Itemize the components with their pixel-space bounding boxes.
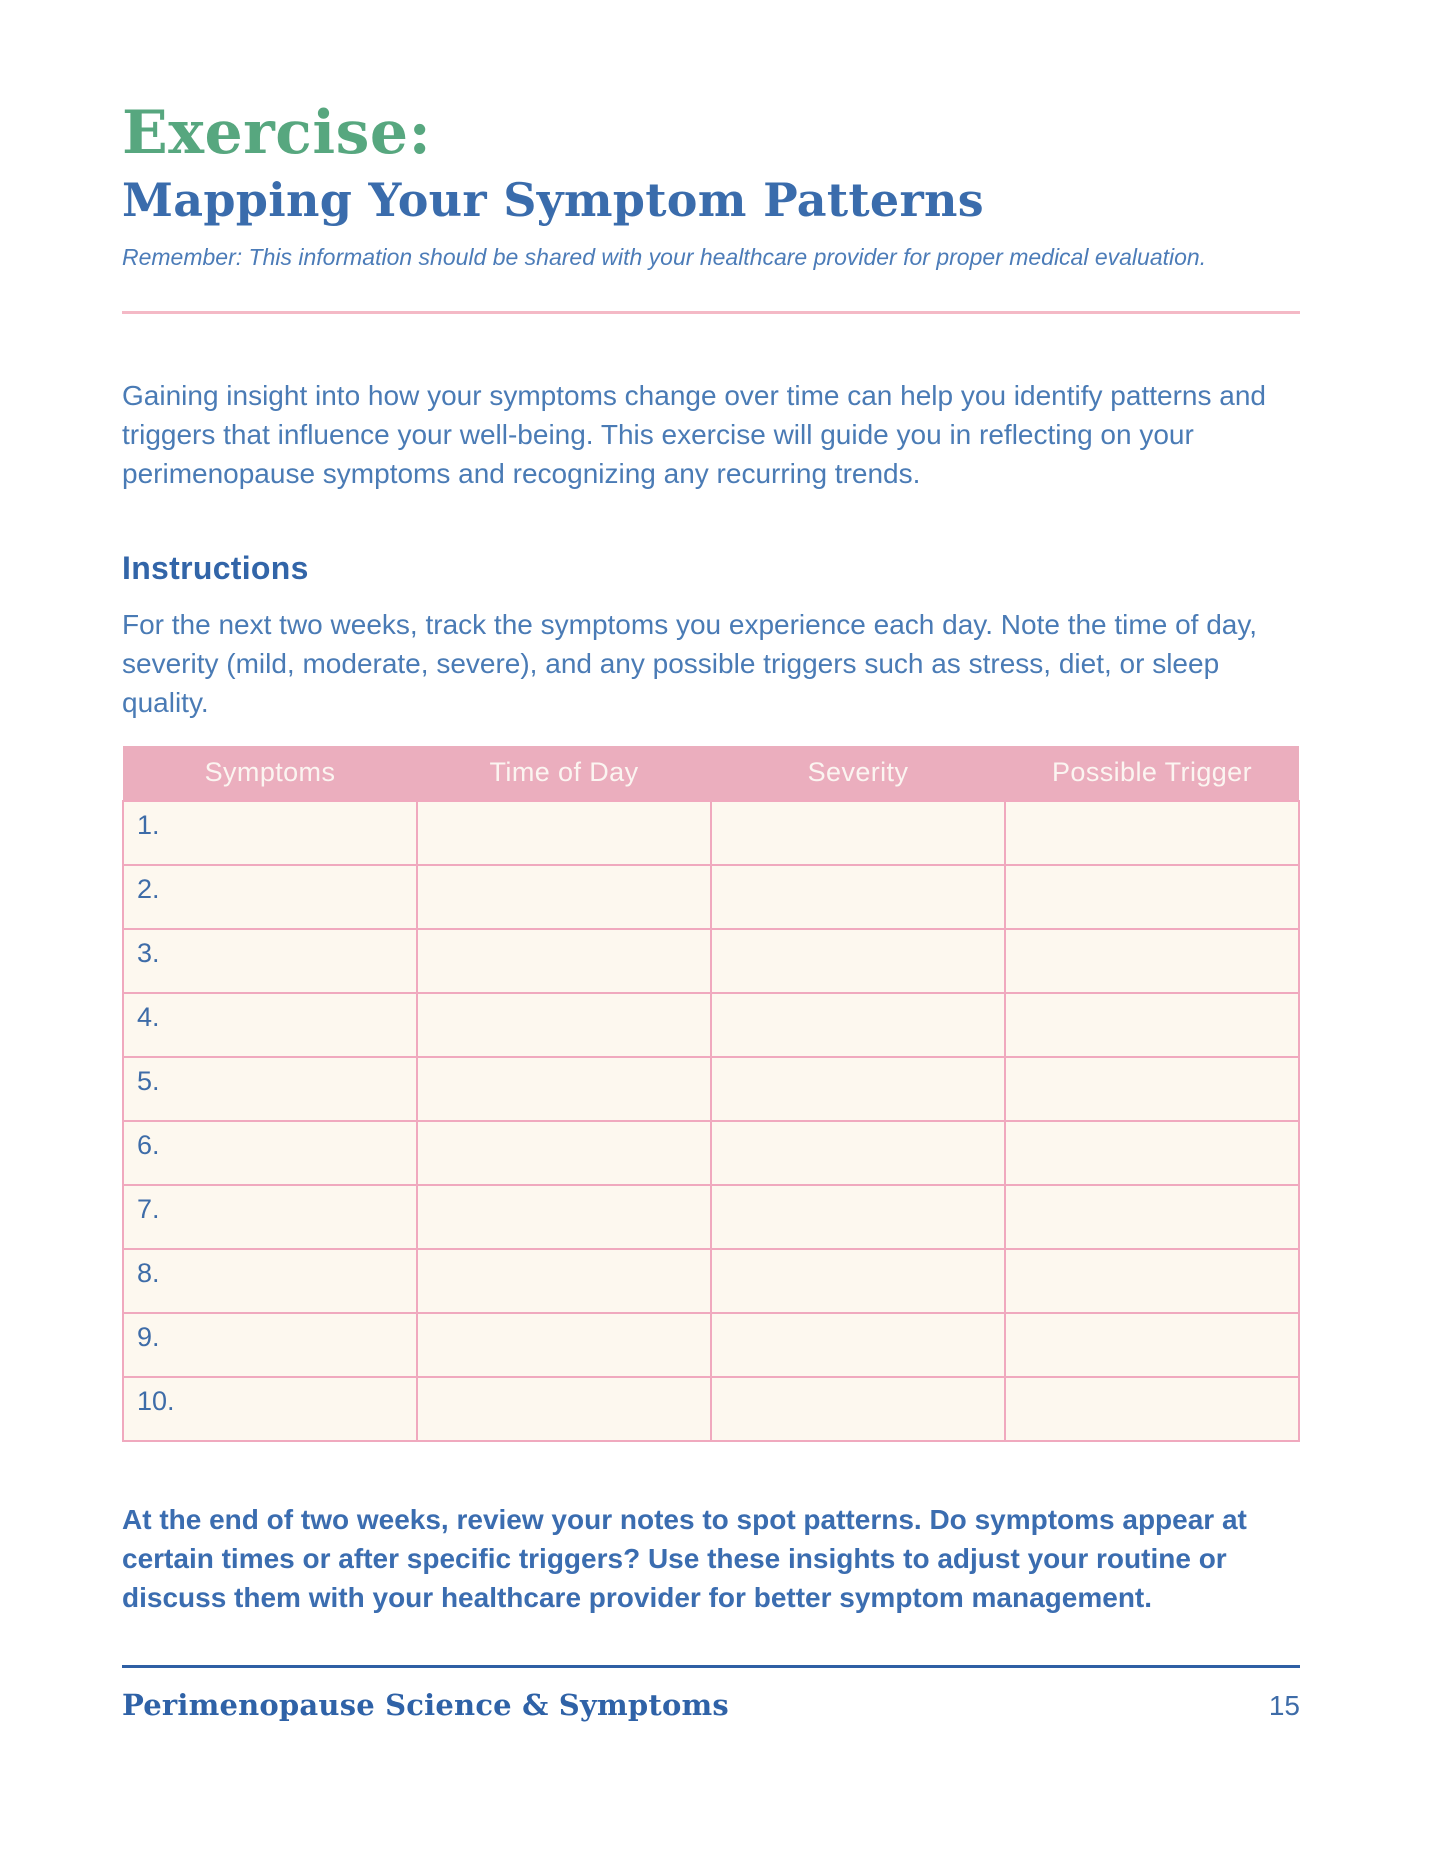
table-row <box>123 1249 1299 1313</box>
symptoms-cell: 1. <box>123 801 417 865</box>
table-row <box>123 1185 1299 1249</box>
symptoms-cell: 4. <box>123 993 417 1057</box>
time-of-day-cell <box>417 1121 711 1185</box>
time-of-day-cell <box>417 1185 711 1249</box>
possible-trigger-cell <box>1005 929 1299 993</box>
page-number: 15 <box>1268 1689 1300 1721</box>
column-header-severity: Severity <box>711 746 1005 801</box>
possible-trigger-cell <box>1005 801 1299 865</box>
symptoms-cell: 9. <box>123 1313 417 1377</box>
symptoms-cell: 3. <box>123 929 417 993</box>
time-of-day-cell <box>417 801 711 865</box>
closing-paragraph: At the end of two weeks, review your notes to spot patterns. Do symptoms appear at certain times or after specific triggers? Use these insights to adjust your routine or discuss them with your healthcare provider for better symptom management. <box>122 1503 1247 1613</box>
time-of-day-cell <box>417 1313 711 1377</box>
column-header-possible-trigger: Possible Trigger <box>1005 746 1299 801</box>
severity-cell <box>711 993 1005 1057</box>
time-of-day-cell <box>417 865 711 929</box>
possible-trigger-cell <box>1005 1121 1299 1185</box>
possible-trigger-cell <box>1005 865 1299 929</box>
column-header-symptoms: Symptoms <box>123 746 417 801</box>
table-row <box>123 801 1299 865</box>
symptoms-cell: 5. <box>123 1057 417 1121</box>
symptom-tracking-table <box>122 746 1300 1442</box>
book-title: Perimenopause Science & Symptoms <box>122 1687 729 1722</box>
footer-divider <box>122 1665 1300 1668</box>
severity-cell <box>711 1377 1005 1441</box>
page-title: Mapping Your Symptom Patterns <box>122 173 984 228</box>
severity-cell <box>711 801 1005 865</box>
possible-trigger-cell <box>1005 1185 1299 1249</box>
time-of-day-cell <box>417 1377 711 1441</box>
possible-trigger-cell <box>1005 1057 1299 1121</box>
instructions-heading: Instructions <box>122 550 309 587</box>
table-row <box>123 929 1299 993</box>
instructions-paragraph: For the next two weeks, track the symptoms you experience each day. Note the time of day, severity (mild, moderate, severe), and any possible triggers such as stress, diet, or sleep quality. <box>122 608 1258 718</box>
severity-cell <box>711 1185 1005 1249</box>
possible-trigger-cell <box>1005 1313 1299 1377</box>
possible-trigger-cell <box>1005 1249 1299 1313</box>
possible-trigger-cell <box>1005 1377 1299 1441</box>
symptoms-cell: 10. <box>123 1377 417 1441</box>
time-of-day-cell <box>417 993 711 1057</box>
table-row <box>123 1313 1299 1377</box>
title-divider <box>122 311 1300 314</box>
table-row <box>123 1377 1299 1441</box>
symptoms-cell: 6. <box>123 1121 417 1185</box>
severity-cell <box>711 1057 1005 1121</box>
table-row <box>123 1057 1299 1121</box>
time-of-day-cell <box>417 929 711 993</box>
severity-cell <box>711 929 1005 993</box>
column-header-time-of-day: Time of Day <box>417 746 711 801</box>
table-row <box>123 1121 1299 1185</box>
severity-cell <box>711 1313 1005 1377</box>
time-of-day-cell <box>417 1057 711 1121</box>
severity-cell <box>711 865 1005 929</box>
table-header-row <box>123 746 1299 801</box>
time-of-day-cell <box>417 1249 711 1313</box>
page-title-prefix: Exercise: <box>122 98 432 168</box>
intro-paragraph: Gaining insight into how your symptoms change over time can help you identify patterns and triggers that influence your well-being. This exercise will guide you in reflecting on your perimenopause symptoms and recognizing any recurring trends. <box>122 380 1266 490</box>
severity-cell <box>711 1121 1005 1185</box>
possible-trigger-cell <box>1005 993 1299 1057</box>
reminder-note: Remember: This information should be shared with your healthcare provider for proper medical evaluation. <box>122 244 1207 271</box>
symptoms-cell: 7. <box>123 1185 417 1249</box>
severity-cell <box>711 1249 1005 1313</box>
table-row <box>123 993 1299 1057</box>
symptoms-cell: 8. <box>123 1249 417 1313</box>
table-row <box>123 865 1299 929</box>
symptoms-cell: 2. <box>123 865 417 929</box>
page-footer <box>122 1688 1300 1722</box>
